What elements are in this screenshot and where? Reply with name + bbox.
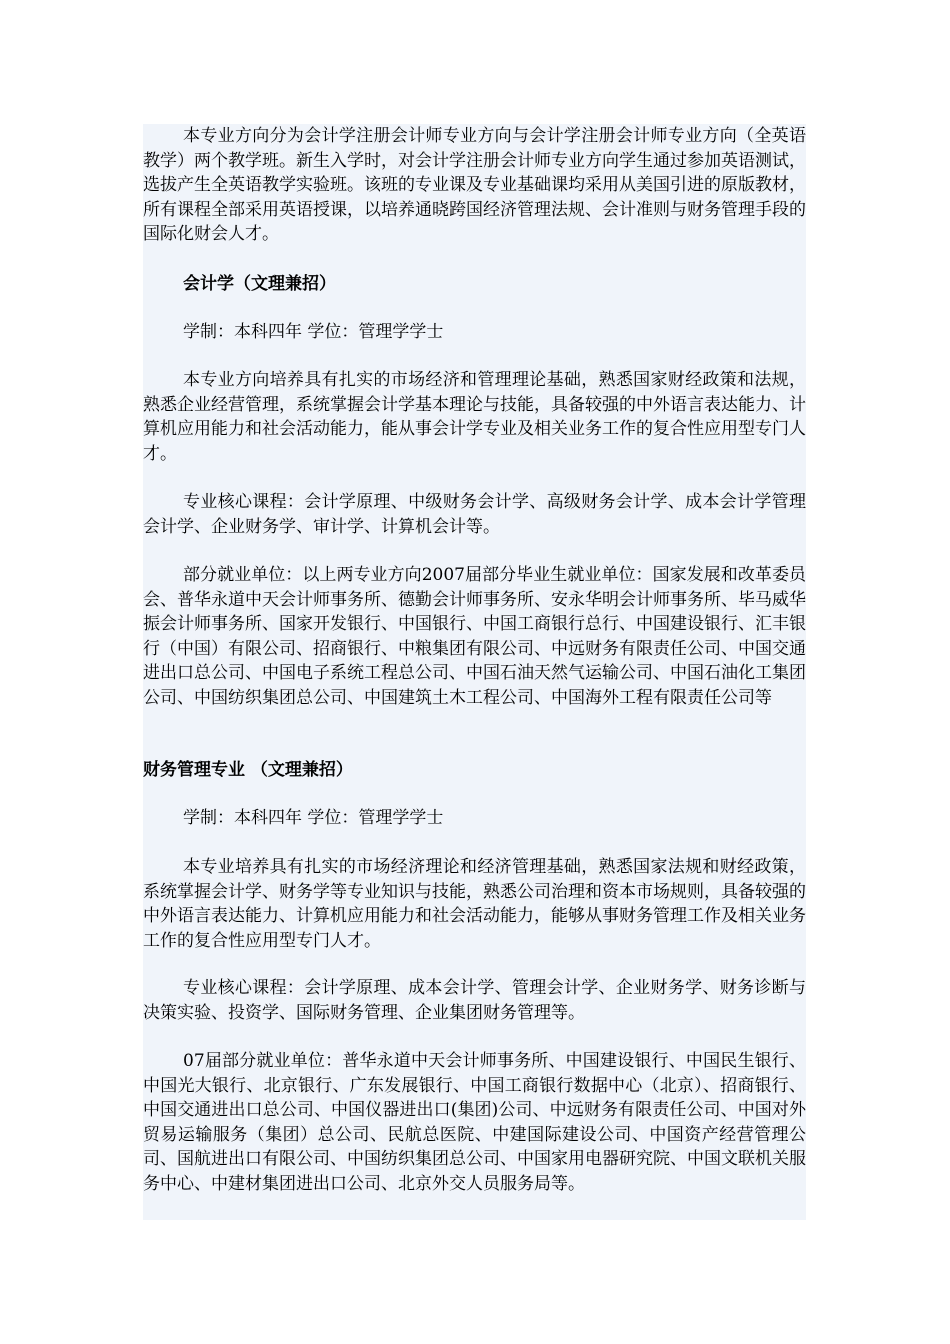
intro-paragraph: 本专业方向分为会计学注册会计师专业方向与会计学注册会计师专业方向（全英语教学）两个教学班。新生入学时，对会计学注册会计师专业方向学生通过参加英语测试，选拔产生全英语教学实验班。该班的专业课及专业基础课均采用从美国引进的原版教材，所有课程全部采用英语授课，以培养通晓跨国经济管理法规、会计准则与财务管理手段的国际化财会人才。: [143, 126, 806, 244]
accounting-employers: 部分就业单位：以上两专业方向2007届部分毕业生就业单位：国家发展和改革委员会、普华永道中天会计师事务所、德勤会计师事务所、安永华明会计师事务所、毕马威华振会计师事务所、国家开发银行、中国银行、中国工商银行总行、中国建设银行、汇丰银行（中国）有限公司、招商银行、中粮集团有限公司、中远财务有限责任公司、中国交通进出口总公司、中国电子系统工程总公司、中国石油天然气运输公司、中国石油化工集团公司、中国纺织集团总公司、中国建筑土木工程公司、中国海外工程有限责任公司等: [143, 565, 806, 708]
accounting-training-goal: 本专业方向培养具有扎实的市场经济和管理理论基础，熟悉国家财经政策和法规，熟悉企业经营管理，系统掌握会计学基本理论与技能，具备较强的中外语言表达能力、计算机应用能力和社会活动能力，能从事会计学专业及相关业务工作的复合性应用型专门人才。: [143, 370, 806, 464]
section-heading-finance: 财务管理专业 （文理兼招）: [143, 760, 353, 780]
accounting-system-degree: 学制：本科四年 学位：管理学学士: [183, 322, 444, 342]
section-heading-accounting: 会计学（文理兼招）: [183, 274, 336, 294]
document-body: [143, 124, 806, 1220]
finance-core-courses: 专业核心课程：会计学原理、成本会计学、管理会计学、企业财务学、财务诊断与决策实验、投资学、国际财务管理、企业集团财务管理等。: [143, 978, 806, 1023]
finance-employers: 07届部分就业单位：普华永道中天会计师事务所、中国建设银行、中国民生银行、中国光大银行、北京银行、广东发展银行、中国工商银行数据中心（北京）、招商银行、中国交通进出口总公司、中国仪器进出口(集团)公司、中远财务有限责任公司、中国对外贸易运输服务（集团）总公司、民航总医院、中建国际建设公司、中国资产经营管理公司、国航进出口有限公司、中国纺织集团总公司、中国家用电器研究院、中国文联机关服务中心、中建材集团进出口公司、北京外交人员服务局等。: [143, 1051, 806, 1194]
accounting-core-courses: 专业核心课程：会计学原理、中级财务会计学、高级财务会计学、成本会计学管理会计学、企业财务学、审计学、计算机会计等。: [143, 492, 806, 537]
finance-training-goal: 本专业培养具有扎实的市场经济理论和经济管理基础，熟悉国家法规和财经政策，系统掌握会计学、财务学等专业知识与技能，熟悉公司治理和资本市场规则，具备较强的中外语言表达能力、计算机应用能力和社会活动能力，能够从事财务管理工作及相关业务工作的复合性应用型专门人才。: [143, 857, 806, 951]
finance-system-degree: 学制：本科四年 学位：管理学学士: [183, 808, 444, 828]
